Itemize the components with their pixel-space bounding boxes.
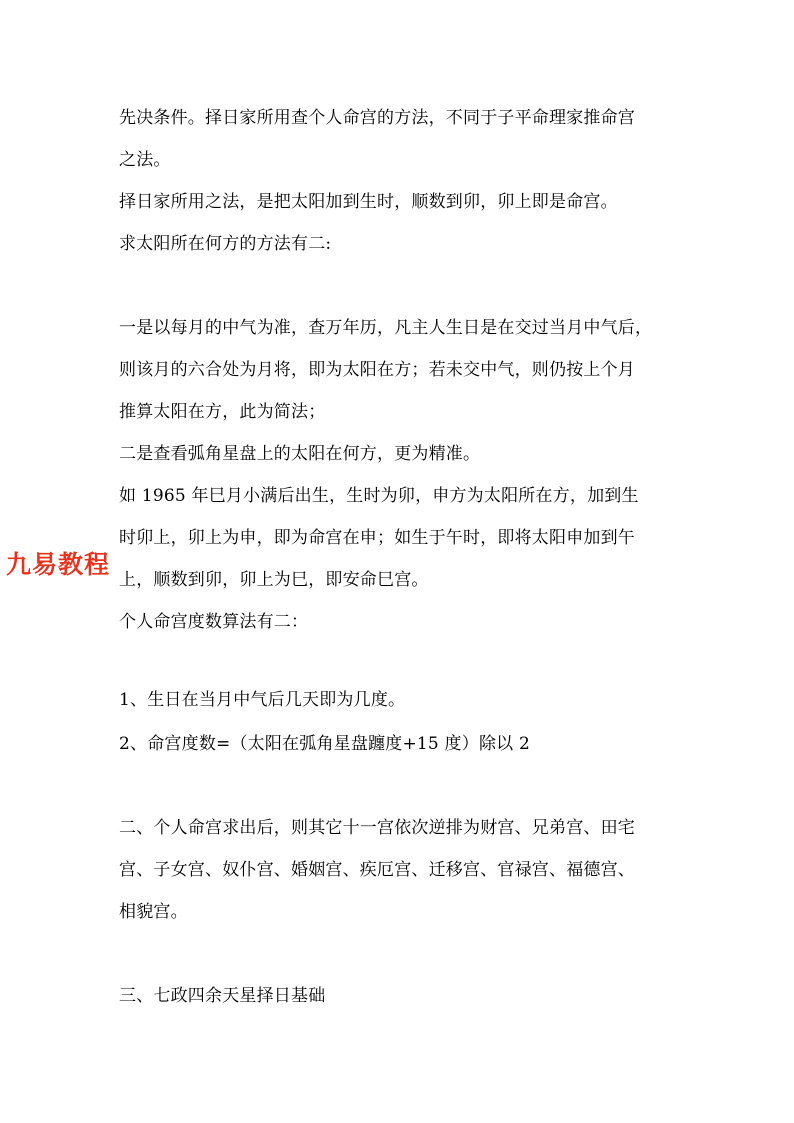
text-line: 之法。 [119,150,171,170]
section-heading: 三、七政四余天星择日基础 [119,986,326,1006]
text-line: 2、命宫度数=（太阳在弧角星盘躔度+15 度）除以 2 [119,734,530,754]
text-line: 一是以每月的中气为准，查万年历，凡主人生日是在交过当月中气后， [119,318,653,338]
text-line: 上，顺数到卯，卯上为巳，即安命巳宫。 [119,570,429,590]
text-line: 先决条件。择日家所用查个人命宫的方法，不同于子平命理家推命宫 [119,108,635,128]
watermark-logo: 九易教程 [6,550,111,579]
text-line: 则该月的六合处为月将，即为太阳在方；若未交中气，则仍按上个月 [119,360,635,380]
text-line: 宫、子女宫、奴仆宫、婚姻宫、疾厄宫、迁移宫、官禄宫、福德宫、 [119,860,635,880]
text-line: 二是查看弧角星盘上的太阳在何方，更为精准。 [119,444,481,464]
text-line: 1、生日在当月中气后几天即为几度。 [119,690,406,710]
text-line: 相貌宫。 [119,902,188,922]
text-line: 个人命宫度数算法有二： [119,612,309,632]
text-line: 如 1965 年巳月小满后出生，生时为卯，申方为太阳所在方，加到生 [119,486,639,506]
text-line: 求太阳所在何方的方法有二: [119,234,332,254]
text-line: 择日家所用之法，是把太阳加到生时，顺数到卯，卯上即是命宫。 [119,192,618,212]
text-line: 推算太阳在方，此为简法； [119,402,326,422]
text-line: 二、个人命宫求出后，则其它十一宫依次逆排为财宫、兄弟宫、田宅 [119,818,635,838]
text-line: 时卯上，卯上为申，即为命宫在申；如生于午时，即将太阳申加到午 [119,528,635,548]
